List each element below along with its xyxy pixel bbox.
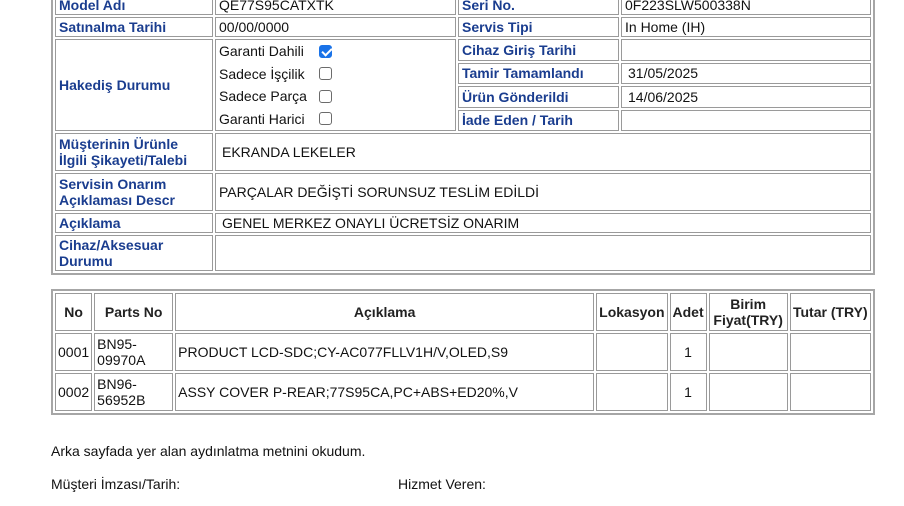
option-label: Sadece İşçilik: [219, 65, 305, 82]
returned-label: İade Eden / Tarih: [458, 110, 619, 132]
product-sent-value: 14/06/2025: [621, 86, 871, 108]
model-value: QE77S95CATXTK: [215, 0, 456, 15]
row-quantity: 1: [670, 333, 707, 371]
row-no: 0002: [55, 373, 92, 411]
row-total: [790, 333, 871, 371]
service-form-table: [51, 0, 875, 275]
row-unit-price: [709, 333, 788, 371]
header-quantity: Adet: [670, 293, 707, 331]
option-label: Garanti Harici: [219, 110, 305, 127]
parts-header-row: [55, 293, 871, 331]
complaint-label: Müşterinin Ürünle İlgili Şikayeti/Talebi: [55, 133, 213, 171]
service-type-label: Servis Tipi: [458, 17, 619, 37]
row-total: [790, 373, 871, 411]
header-total: Tutar (TRY): [790, 293, 871, 331]
purchase-date-label: Satınalma Tarihi: [55, 17, 213, 37]
complaint-value: EKRANDA LEKELER: [215, 133, 871, 171]
row-no: 0001: [55, 333, 92, 371]
repair-desc-label: Servisin Onarım Açıklaması Descr: [55, 173, 213, 211]
header-location: Lokasyon: [596, 293, 667, 331]
row-location: [596, 333, 667, 371]
explanation-value: GENEL MERKEZ ONAYLI ÜCRETSİZ ONARIM: [215, 213, 871, 233]
checkbox-unchecked-icon[interactable]: [319, 67, 332, 80]
checkbox-unchecked-icon[interactable]: [319, 112, 332, 125]
option-sadece-iscilik[interactable]: [216, 63, 455, 86]
device-entry-label: Cihaz Giriş Tarihi: [458, 39, 619, 61]
accessory-label: Cihaz/Aksesuar Durumu: [55, 235, 213, 271]
row-quantity: 1: [670, 373, 707, 411]
row-description: ASSY COVER P-REAR;77S95CA,PC+ABS+ED20%,V: [175, 373, 594, 411]
serial-value: 0F223SLW500338N: [621, 0, 871, 15]
row-unit-price: [709, 373, 788, 411]
option-label: Garanti Dahili: [219, 43, 304, 60]
repair-desc-value: PARÇALAR DEĞİŞTİ SORUNSUZ TESLİM EDİLDİ: [215, 173, 871, 211]
purchase-date-value: 00/00/0000: [215, 17, 456, 37]
product-sent-label: Ürün Gönderildi: [458, 86, 619, 108]
table-row: [55, 333, 871, 371]
header-description: Açıklama: [175, 293, 594, 331]
hakedis-label: Hakediş Durumu: [55, 39, 213, 131]
option-garanti-harici[interactable]: [216, 108, 455, 131]
checkbox-checked-icon[interactable]: [319, 45, 332, 58]
checkbox-unchecked-icon[interactable]: [319, 90, 332, 103]
option-label: Sadece Parça: [219, 88, 307, 105]
row-parts-no: BN96-56952B: [94, 373, 173, 411]
repair-done-value: 31/05/2025: [621, 63, 871, 85]
header-unit-price: Birim Fiyat(TRY): [709, 293, 788, 331]
privacy-notice: Arka sayfada yer alan aydınlatma metnini okudum.: [51, 443, 366, 459]
model-label: Model Adı: [55, 0, 213, 15]
row-location: [596, 373, 667, 411]
serial-label: Seri No.: [458, 0, 619, 15]
option-sadece-parca[interactable]: [216, 85, 455, 108]
device-entry-value: [621, 39, 871, 61]
service-type-value: In Home (IH): [621, 17, 871, 37]
returned-value: [621, 110, 871, 132]
header-parts-no: Parts No: [94, 293, 173, 331]
row-parts-no: BN95-09970A: [94, 333, 173, 371]
repair-done-label: Tamir Tamamlandı: [458, 63, 619, 85]
explanation-label: Açıklama: [55, 213, 213, 233]
option-garanti-dahili[interactable]: [216, 40, 455, 63]
accessory-value: [215, 235, 871, 271]
parts-table: [51, 289, 875, 415]
customer-signature-label: Müşteri İmzası/Tarih:: [51, 476, 181, 492]
service-provider-label: Hizmet Veren:: [398, 476, 486, 492]
hakedis-options: [215, 39, 456, 131]
header-no: No: [55, 293, 92, 331]
table-row: [55, 373, 871, 411]
row-description: PRODUCT LCD-SDC;CY-AC077FLLV1H/V,OLED,S9: [175, 333, 594, 371]
